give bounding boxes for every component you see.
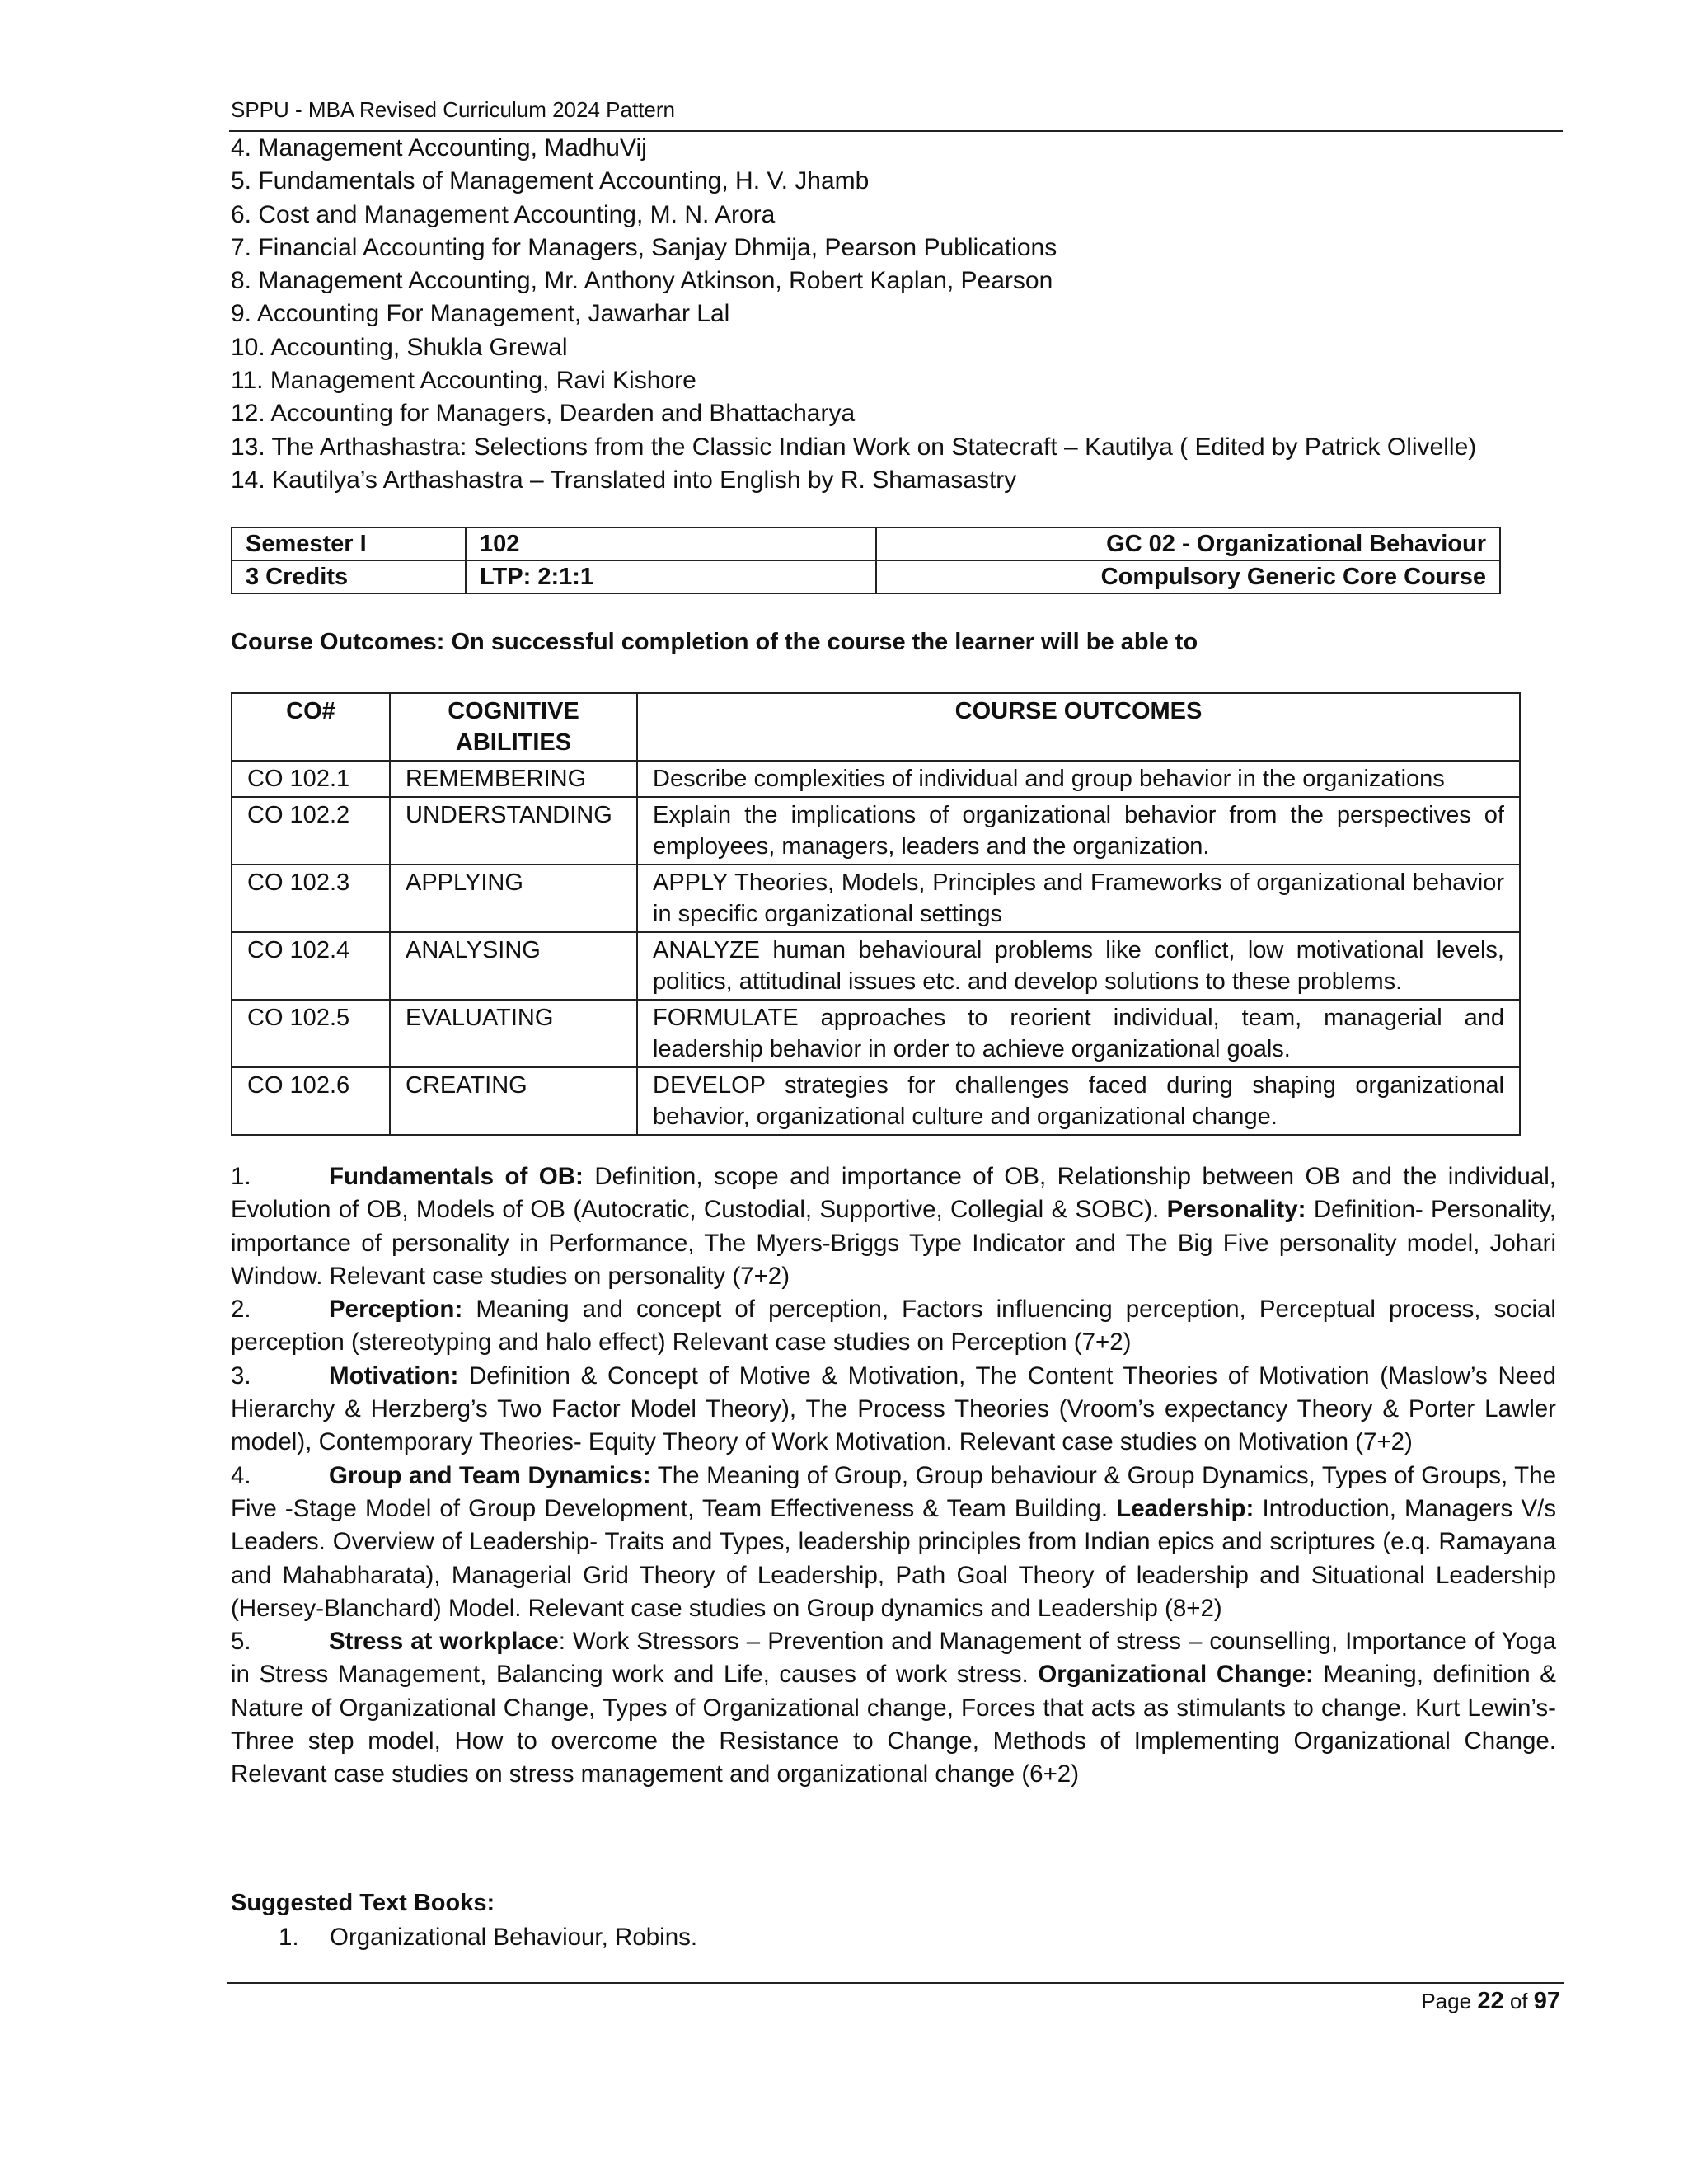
co-number: CO 102.3 bbox=[232, 865, 390, 932]
unit-subheading: Leadership: bbox=[1116, 1494, 1254, 1522]
column-header: COGNITIVE ABILITIES bbox=[390, 693, 637, 761]
course-outcomes-heading: Course Outcomes: On successful completion of the course the learner will be able to bbox=[231, 629, 1198, 655]
unit-number: 5. bbox=[231, 1628, 251, 1656]
cognitive-ability: APPLYING bbox=[390, 865, 637, 932]
reference-item: 7. Financial Accounting for Managers, Sanjay Dhmija, Pearson Publications bbox=[231, 233, 1057, 261]
co-number: CO 102.6 bbox=[232, 1067, 390, 1135]
credits-cell: 3 Credits bbox=[232, 560, 466, 593]
course-outcome: DEVELOP strategies for challenges faced during shaping organizational behavior, organizational culture and organizational change. bbox=[637, 1067, 1520, 1135]
unit-paragraph bbox=[231, 1625, 1556, 1791]
page-of: of bbox=[1509, 1989, 1528, 2013]
unit-text: Definition & Concept of Motive & Motivation, The Content Theories of Motivation (Maslow’s Need Hierarchy & Herzberg’s Two Factor Model Theory), The Process Theories (Vroom’s expectancy Theory & Porter Lawler model), Contemporary Theories- Equity Theory of Work Motivation. Relevant case studies on Motivation (7+2) bbox=[231, 1361, 1556, 1456]
unit-heading: Motivation: bbox=[329, 1361, 459, 1390]
footer-rule bbox=[227, 1982, 1564, 1984]
unit-subheading: Organizational Change: bbox=[1038, 1661, 1314, 1689]
text-books-list bbox=[279, 1924, 697, 1952]
unit-text: Definition- Personality, importance of personality in Performance, The Myers-Briggs Type Indicator and The Big Five personality model, Johari Window. Relevant case studies on personality (7+2) bbox=[231, 1196, 1556, 1290]
unit-number: 2. bbox=[231, 1296, 251, 1324]
semester-cell: Semester I bbox=[232, 527, 466, 560]
unit-paragraph bbox=[231, 1360, 1556, 1460]
list-item bbox=[279, 1924, 697, 1952]
table-row bbox=[232, 865, 1520, 932]
page-footer bbox=[1421, 1988, 1560, 2015]
cognitive-ability: ANALYSING bbox=[390, 932, 637, 1000]
cognitive-ability: REMEMBERING bbox=[390, 761, 637, 797]
column-header: COURSE OUTCOMES bbox=[637, 693, 1520, 761]
unit-subheading: Personality: bbox=[1166, 1196, 1306, 1224]
course-info-row bbox=[232, 560, 1500, 593]
unit-text: The Meaning of Group, Group behaviour & Group Dynamics, Types of Groups, The Five -Stage Model of Group Development, Team Effectiveness & Team Building. bbox=[231, 1461, 1557, 1522]
course-info-table bbox=[231, 527, 1501, 594]
unit-text: Meaning, definition & Nature of Organizational Change, Types of Organizational change, Forces that acts as stimulants to change. Kurt Lewin’s-Three step model, How to overcome the Resistance to Change, Methods of Implementing Organizational Change. Relevant case studies on stress management and organizational change (6+2) bbox=[231, 1661, 1556, 1788]
reference-item: 4. Management Accounting, MadhuVij bbox=[231, 134, 647, 162]
co-number: CO 102.4 bbox=[232, 932, 390, 1000]
unit-paragraph bbox=[231, 1160, 1556, 1293]
reference-item: 9. Accounting For Management, Jawarhar Lal bbox=[231, 300, 730, 328]
table-row bbox=[232, 932, 1520, 1000]
ltp-cell: LTP: 2:1:1 bbox=[466, 560, 876, 593]
reference-item: 8. Management Accounting, Mr. Anthony Atkinson, Robert Kaplan, Pearson bbox=[231, 267, 1053, 295]
table-header-row bbox=[232, 693, 1520, 761]
reference-item: 6. Cost and Management Accounting, M. N. Arora bbox=[231, 200, 776, 228]
reference-item: 14. Kautilya’s Arthashastra – Translated into English by R. Shamasastry bbox=[231, 466, 1017, 494]
column-header: CO# bbox=[232, 693, 390, 761]
unit-text: Meaning and concept of perception, Factors influencing perception, Perceptual process, social perception (stereotyping and halo effect) Relevant case studies on Perception (7+2) bbox=[231, 1296, 1556, 1357]
reference-item: 11. Management Accounting, Ravi Kishore bbox=[231, 367, 696, 395]
course-info-row bbox=[232, 527, 1500, 560]
co-number: CO 102.5 bbox=[232, 1000, 390, 1067]
unit-paragraph bbox=[231, 1460, 1556, 1625]
reference-item: 5. Fundamentals of Management Accounting, H. V. Jhamb bbox=[231, 167, 870, 195]
course-type-cell: Compulsory Generic Core Course bbox=[876, 560, 1500, 593]
unit-text: Definition, scope and importance of OB, Relationship between OB and the individual, Evolution of OB, Models of OB (Autocratic, Custodial, Supportive, Collegial & SOBC). bbox=[231, 1163, 1556, 1224]
course-outcome: Explain the implications of organizational behavior from the perspectives of employees, managers, leaders and the organization. bbox=[637, 797, 1520, 865]
course-outcome: APPLY Theories, Models, Principles and Frameworks of organizational behavior in specific organizational settings bbox=[637, 865, 1520, 932]
unit-heading: Perception: bbox=[329, 1296, 463, 1324]
course-outcome: FORMULATE approaches to reorient individual, team, managerial and leadership behavior in order to achieve organizational goals. bbox=[637, 1000, 1520, 1067]
unit-number: 1. bbox=[231, 1163, 251, 1190]
co-number: CO 102.2 bbox=[232, 797, 390, 865]
unit-number: 3. bbox=[231, 1361, 251, 1390]
course-title-cell: GC 02 - Organizational Behaviour bbox=[876, 527, 1500, 560]
reference-item: 13. The Arthashastra: Selections from the Classic Indian Work on Statecraft – Kautilya ( Edited by Patrick Olivelle) bbox=[231, 433, 1477, 461]
running-header: SPPU - MBA Revised Curriculum 2024 Pattern bbox=[231, 97, 675, 122]
list-number: 1. bbox=[279, 1924, 299, 1951]
cognitive-ability: EVALUATING bbox=[390, 1000, 637, 1067]
unit-paragraph bbox=[231, 1293, 1556, 1360]
table-row bbox=[232, 797, 1520, 865]
cognitive-ability: CREATING bbox=[390, 1067, 637, 1135]
page-number: 22 bbox=[1477, 1988, 1504, 2014]
unit-heading: Group and Team Dynamics: bbox=[329, 1461, 651, 1489]
page-label: Page bbox=[1421, 1989, 1472, 2013]
course-outcomes-table bbox=[231, 692, 1521, 1136]
unit-text: : Work Stressors – Prevention and Management of stress – counselling, Importance of Yoga in Stress Management, Balancing work and Life, causes of work stress. bbox=[231, 1628, 1556, 1689]
unit-text: Introduction, Managers V/s Leaders. Overview of Leadership- Traits and Types, leadership principles from Indian epics and scriptures (e.q. Ramayana and Mahabharata), Managerial Grid Theory of Leadership, Path Goal Theory of leadership and Situational Leadership (Hersey-Blanchard) Model. Relevant case studies on Group dynamics and Leadership (8+2) bbox=[231, 1494, 1556, 1622]
reference-list bbox=[231, 132, 1476, 497]
unit-heading: Stress at workplace bbox=[329, 1628, 559, 1656]
cognitive-ability: UNDERSTANDING bbox=[390, 797, 637, 865]
book-title: Organizational Behaviour, Robins. bbox=[330, 1924, 698, 1951]
reference-item: 10. Accounting, Shukla Grewal bbox=[231, 333, 568, 361]
syllabus-units bbox=[231, 1160, 1556, 1792]
page-total: 97 bbox=[1533, 1988, 1560, 2014]
unit-number: 4. bbox=[231, 1461, 251, 1489]
table-row bbox=[232, 1000, 1520, 1067]
text-books-heading: Suggested Text Books: bbox=[231, 1890, 495, 1916]
course-code-cell: 102 bbox=[466, 527, 876, 560]
course-outcome: Describe complexities of individual and group behavior in the organizations bbox=[637, 761, 1520, 797]
course-outcome: ANALYZE human behavioural problems like conflict, low motivational levels, politics, attitudinal issues etc. and develop solutions to these problems. bbox=[637, 932, 1520, 1000]
table-row bbox=[232, 761, 1520, 797]
reference-item: 12. Accounting for Managers, Dearden and Bhattacharya bbox=[231, 400, 856, 428]
unit-heading: Fundamentals of OB: bbox=[329, 1163, 584, 1190]
co-number: CO 102.1 bbox=[232, 761, 390, 797]
table-row bbox=[232, 1067, 1520, 1135]
